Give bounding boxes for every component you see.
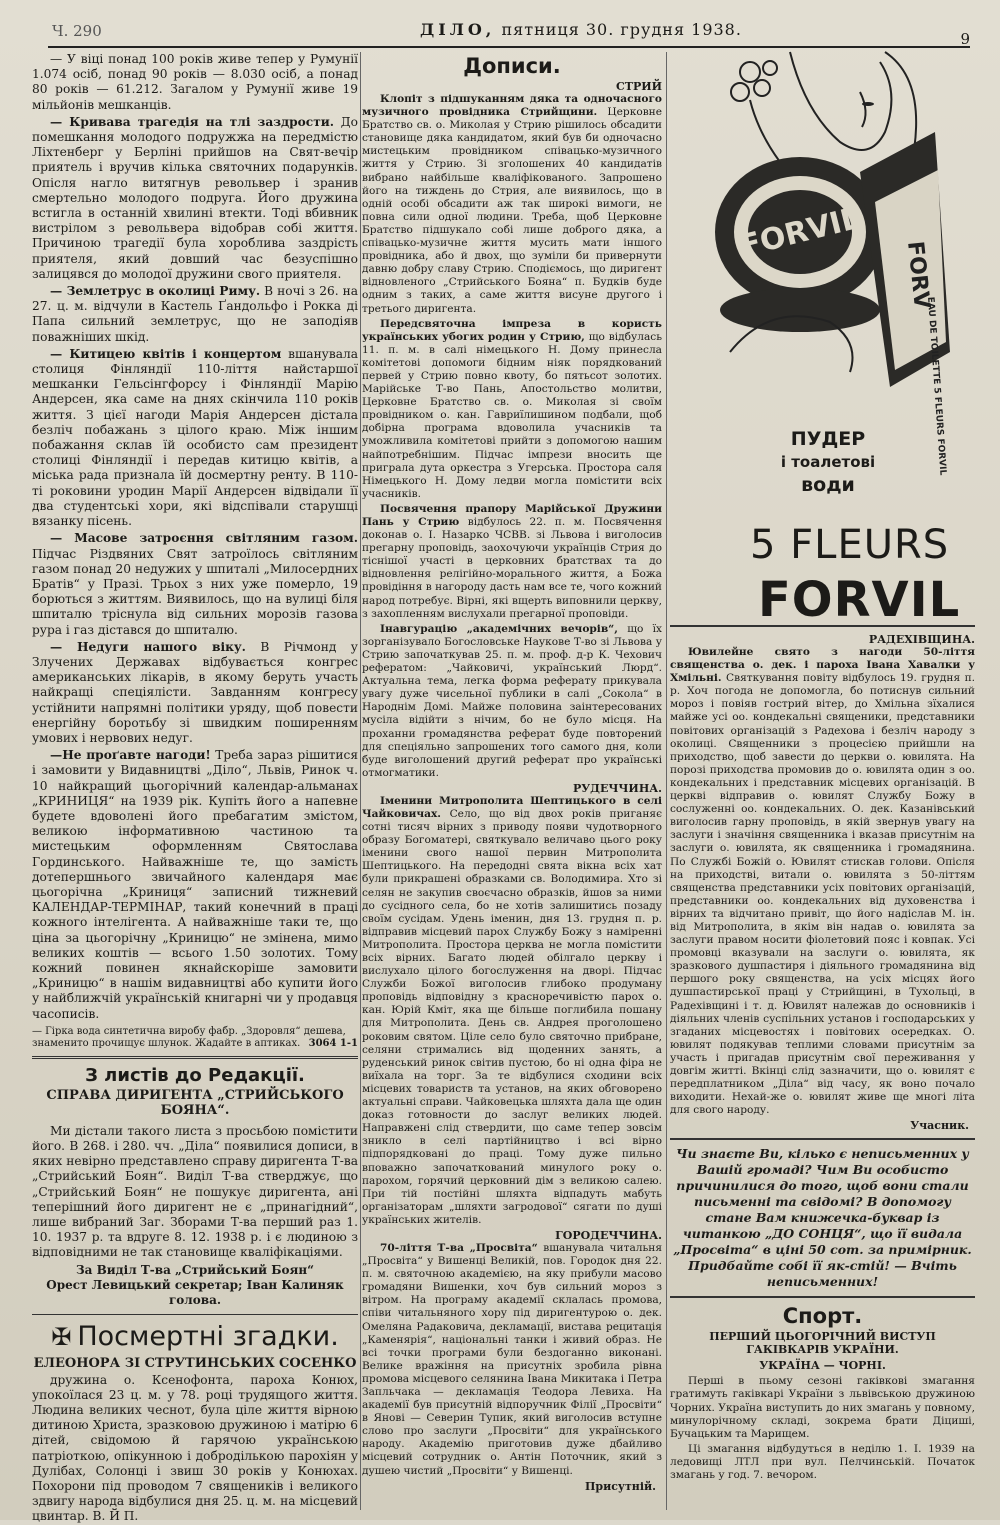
- column-divider: [360, 52, 361, 1510]
- sport-subheadline: УКРАЇНА — ЧОРНІ.: [759, 1359, 886, 1373]
- news-item: — Китицею квітів і концертом вшанувала столиця Фінляндії 110-ліття найстаршої мешканки Гельсінгфорсу і Фінляндії Марію Андерсен, яка саме на днях скінчила 110 років життя. З цієї нагоди Марія Андерсен дістала безліч побажань з цілого краю. Між іншим побажання склав їй особисто сам президент столиці Фінляндії і передав китицю квітів, а міська рада признала їй досмертну ренту. В 110-ті роковини уродин Марії Андерсен відвідали її два студентські хори, які відспівали старушці вязанку пісень.: [32, 346, 358, 529]
- place-heading: РАДЕХІВЩИНА.: [868, 633, 975, 646]
- news-item: — У віці понад 100 років живе тепер у Румунії 1.074 осіб, понад 90 років — 8.030 осіб, а понад 80 років — 61.212. Загалом у Румунії живе 19 мільйонів мешканців.: [32, 52, 358, 112]
- literacy-campaign: Чи знаєте Ви, кілько є неписьменних у Вашій громаді? Чим Ви особисто причинилися до того, щоб вони стали письменні та свідомі? В допомогу стане Вам книжечка-буквар із читанкою „ДО СОНЦЯ“, що її видала „Просвіта“ в ціні 50 сот. за примірник. Придбайте собі її як-стій! — Вчіть неписьменних!: [673, 1146, 972, 1290]
- classified-ad: [32, 1026, 358, 1050]
- column-left: [32, 52, 359, 1524]
- issue-number: Ч. 290: [52, 22, 102, 40]
- issue-date: пятниця 30. грудня 1938.: [501, 20, 742, 39]
- ad-line-1: ПУДЕР: [790, 428, 866, 450]
- dopysy-title: Дописи.: [463, 54, 561, 78]
- letters-text: Ми дістали такого листа з просьбою помістити його. В 268. і 280. чч. „Діла“ появилися дописи, в яких невірно представлено справу диригента Т-ва „Стрийський Боян“. Виділ Т-ва стверджує, що „Стрийський Боян“ не пошукує диригента, ані теперішний його диригент не є „принагідний“, лише вибраний Заг. Зборами Т-ва перший раз 1. 10. 1937 р. та вдруге 8. 12. 1938 р. і є людиною з відповідними не так становище кваліфікаціями.: [32, 1123, 358, 1260]
- obituary-name: ЕЛЕОНОРА ЗІ СТРУТИНСЬКИХ СОСЕНКО: [33, 1355, 357, 1371]
- classified-ad-text: — Гірка вода синтетична виробу фабр. „Здоровля“ дешева, знаменито прочищує шлунок. Жадайте в аптиках.: [32, 1025, 346, 1049]
- place-heading: ГОРОДЕЧЧИНА.: [555, 1228, 662, 1242]
- report-signature: Учасник.: [910, 1119, 969, 1133]
- letters-signature-org: За Виділ Т-ва „Стрийський Боян“: [75, 1262, 315, 1277]
- ad-bottle-label: EAU DE TOILETTE 5 FLEURS FORVIL: [925, 296, 948, 476]
- obituaries-title: ✠ Посмертні згадки.: [51, 1320, 339, 1352]
- letters-title: З листів до Редакції.: [85, 1064, 305, 1086]
- section-rule: [32, 1056, 358, 1059]
- news-item: — Землетрус в околиці Риму. В ночі з 26. на 27. ц. м. відчули в Кастель Ґандольфо і Рокка ді Папа сильний землетрус, що не заподіяв поважніших шкід.: [32, 284, 358, 344]
- letters-signature-names: Орест Левицький секретар; Іван Калиняк голова.: [46, 1277, 344, 1307]
- paper-name: ДІЛО,: [420, 20, 496, 39]
- report-item: Клопіт з підшуканням дяка та одночасного музичного провідника Стрийщини. Церковне Братство св. о. Миколая у Стрию рішилось обсадити становище дяка кандидатом, який був би одночасно мистецьким провідником співацько-музичного життя у Стрию. Зі зголошених 40 кандидатів вибрано найбільше кваліфікованого. Запрошено його на тиждень до Стрия, але виявилось, що в одній особі обсадити аж так широкі вимоги, не повна сили одної людини. Треба, щоб Церковне Братство підшукало собі лише доброго дяка, а співацько-музичне життя мусить мати іншого провідника, або й двох, що зуміли би привернути давню добру славу Стрию. Сподіємось, що диригент відновленого „Стрийського Бояна“ п. Будків буде одним з таких, а саме життя висуне другого і третього диригента.: [362, 93, 662, 315]
- place-heading: СТРИЙ: [616, 80, 662, 93]
- ad-product-lines: [768, 428, 888, 497]
- sport-title: Спорт.: [782, 1304, 863, 1329]
- classified-ad-code: 3064 1-1: [308, 1037, 358, 1049]
- news-item-kryntsia-ad: —Не проґавте нагоди! Треба зараз рішитися і замовити у Видавництві „Діло“, Львів, Ринок ч. 10 найкращий цьогорічний календар-альманах „КРИНИЦЯ“ на 1939 рік. Купіть його а напевне будете вдоволені його пребагатим змістом, великою інформативною частиною та мистецьким оформленням Святослава Гординського. Найважніше те, що замість дотепершнього звичайного календаря має цьогорічна „Криниця“ записний тижневий КАЛЕНДАР-ТЕРМІНАР, такий конечний в праці кожного інтелігента. А найважніше таки те, що ціна за цьогорічну „Криницю“ не змінена, мимо великих коштів — всього 1.50 золотих. Тому кожний повинен якнайскоріше замовити „Криницю“ в нашім видавництві або купити його у найближчій українській книгарні чи у продавця часописів.: [32, 748, 359, 1021]
- obituary-text: дружина о. Ксенофонта, пароха Конюх, упокоїлася 23 ц. м. у 78. році трудящого життя. Людина великих чеснот, була ціле життя вірною дитиною Христа, зразковою дружиною і матірю 6 дітей, свідомою й гарячою українською патріоткою, опікунною і добродількою парохіян у Дулібах, Солонці і звиш 30 років у Конюхах. Похорони під проводом 7 священиків і великого здвигу народа відбулися дня 25. ц. м. на місцевий цвинтар. В. Й П.: [32, 1372, 358, 1524]
- section-rule: [670, 1296, 975, 1298]
- place-heading: РУДЕЧЧИНА.: [572, 781, 662, 795]
- ad-product-name: 5 FLEURS: [750, 522, 950, 568]
- page-header: [40, 0, 970, 48]
- header-rule: [48, 46, 970, 48]
- sport-text: Перші в пьому сезоні гаківкові змагання гратимуть гаківкарі України з львівською дружиною Чорних. Україна виступить до них змагань у повному, минулорічному складі, зокрема брати Діциші, Бучацьким та Марищем.: [670, 1375, 975, 1440]
- report-item: Інавгурацію „академічних вечорів“, що їх зорганізувало Богословське Наукове Т-во зі Львова у Стрию започаткував 25. п. м. проф. д-р К. Чехович рефератом: „Чайковичі, український Люрд“. Актуальна тема, легка форма реферату прикувала увагу дуже чисельної публики в салі „Сокола“ в Народнім Домі. Майже половина заінтересованих мусіла відійти з нічим, бо не було місця. На проханни громадянства реферат буде повторений для спеціяльно запрошених того самого дня, коли буде виголошений другий реферат про українські отмогматики.: [362, 622, 663, 779]
- ad-maker-name: FORVIL: [758, 572, 961, 628]
- cross-icon: ✠: [51, 1322, 72, 1351]
- news-item: — Кривава трагедія на тлі заздрости. До помешкання молодого подружжа на передмістю Ліхтенберг у Берліні прийшов на Свят-вечір приятель і вручив кілька святочних подарунків. Опісля нагло витягнув револьвер і зранив смертельно молодого подруга. Його дружина встигла в останній хвилині втекти. Тоді вбивник вистрілом з револьвера відобрав собі життя. Причиною трагедії була хороблива заздрість приятеля, який довший час безуспішно залицявся до молодої дружини свого приятеля.: [32, 114, 358, 281]
- forvil-advertisement: [670, 52, 975, 628]
- letters-subtitle: СПРАВА ДИРИГЕНТА „СТРИЙСЬКОГО БОЯНА“.: [46, 1087, 344, 1118]
- ad-line-2: і тоалетові: [780, 453, 876, 471]
- report-item: Ювилейне свято з нагоди 50-ліття священства о. дек. і пароха Івана Хавалки у Хмільні. Святкування повіту відбулось 19. грудня п. р. Хоч погода не допомогла, бо потиснув сильний мороз і повіяв гострий вітер, до Хмільна зїхалися майже усі оо. кондекальні священики, представники повітових організацій з Радехова і безліч народу з околиці. Священники з процесією прийшли на приходство, щоб завести до церкви о. ювилята. На порозі приходства промовив до о. ювилята один з оо. кондекальних і представник місцевих організацій. В церкві відправив о. ювилят Службу Божу в сослуженні оо. кондекальних. О. дек. Казанівський виголосив гарну проповідь, в якій звернув увагу на заслуги і значіння священника і вказав присутнім на заслуги о. ювилята, як священника і громадянина. По Службі Божій о. Ювилят стискав голови. Опісля на приходстві, витали о. ювилята з 50-літтям священства представники усіх повітових організацій, представники оо. кондекальних від духовенства і вірних та відчитано привіт, що його надіслав М. ін. від Митрополита, в якім він надав о. ювилята за заслуги правом носити фіолетовий пояс і ковпак. Усі промовці вказували на заслуги о. ювилята, як зразкового душпастиря і діяльного громадянина від першого року священства, на усіх місцях його душпастирської праці у Стрийщині, в Тухольці, в Радехівщині і т. д. Ювилят належав до основників і діяльних членів суспільних установ і господарських у згаданих місцевостях і повітових осередках. О. ювилят подякував теплими словами присутнім за участь і пригадав присутнім свої переживання у довгім житті. Вкінці слід зазначити, що о. ювилят є передплатником „Діла“ від часу, як воно почало виходити. Нехай-же о. ювилят живе ще многі літа для свого народу.: [670, 646, 975, 1117]
- column-middle: [362, 52, 662, 1512]
- report-item: Передсвяточна імпреза в користь українських убогих родин у Стрию, що відбулась 11. п. м. в салі німецького Н. Дому принесла комітетові допомоги бідним ніяк порядкований первей у Стрию повно квоту, бо пятьсот золотих. Марійське Т-во Пань, Апостольство молитви, Церковне Братство св. о. Миколая зі своїм провідником о. кан. Гавриїлишином подбали, щоб добірна програма вдоволила учасників та уможливила комітетові прийти з допомогою нашим найпотребнішим. Підчас імпрези вносить ще приграла дута оркестра з Угерська. Простора саля Німецького Н. Дому ледви могла помістити всіх учасників.: [362, 317, 662, 500]
- ad-bottle-brand: FORV: [902, 240, 934, 310]
- section-rule: [32, 1314, 358, 1315]
- report-item: 70-ліття Т-ва „Просвіта“ вшанувала читальня „Просвіта“ у Вишенці Великій, пов. Городок дня 22. п. м. святочною академією, на яку прибули масово громадяни Вишенки, хоч був сильний мороз з вітром. На програму академії склалась промова, співи читальняного хору під диригентурою о. дек. Омеляна Радаковича, декламації, вистава рецитація „Каменярія“, національні танки і живий образ. Не всі точки програми були бездоганно виконані. Велике вражіння на присутніх зробила рівна промова місцевого селянина Івана Микитака і Петра Запльчака — декламація Теодора Левиха. На академії був присутній відпоручник Філії „Просвіти“ в Янові — Северин Тупик, який виголосив вступне слово про заслуги „Просвіти“ для українського народу. Академію приготовив дуже дбайливо місцевий сотрудник о. Антін Поточник, який з душею чистий „Просвіти“ у Вишенці.: [362, 1241, 662, 1477]
- sport-text: Ці змагання відбудуться в неділю 1. І. 1939 на ледовищі ЛТЛ при вул. Пелчинській. Початок змагань у год. 7. вечором.: [670, 1442, 975, 1482]
- report-item: Іменини Митрополита Шептицького в селі Чайковичах. Село, що від двох років приганяє сотні тисяч вірних з приводу появи чудотворного образу Богоматері, святкувало величаво цього року іменини свого нашої первин Митрополита Шептицького. На передодні свята вікна всіх хат були прикрашені образками св. Володимира. Хто зі селян не закупив своєчасно образків, йшов за ними до сусідного села, бо не хотів залишитись позаду своїм сусідам. Удень іменин, дня 13. грудня п. р. відправив місцевий парох Службу Божу з наміренні Митрополита. Простора церква не могла помістити всіх вірних. Багато людей обілгало церкву і вислухало цілого богослуження на дворі. Підчас Служби Божої виголосив глибоко продуману проповідь відповідну з красноречивістю парох о. кан. Юрій Кміт, яка ще більше поглибила пошану для Митрополита. День св. Андрея проголошено роковим святом. Ціле село було святочно прибране, селяни стримались від щоденних занять, а руденський ринок світив пустою, бо ні одна фіра не виїхала на торг. За те відбулися сходини всіх місцевих товариств та установ, на яких обговорено актуальні справи. Чайковецька шляхта дала ще один доказ готовности до заслуг великих людей. Направжені слід ствердити, що саме тепер зовсім зникло в селі партійництво і всі вірно підпорядковані до праці. Тому дуже пильно вповажно започаткований минулого року о. парохом, горячий церковний дім з великою салею. При тій постійні шляхта відпадуть мабуть організаторам „шляхти загродової“ сягати по душі українських жителів.: [362, 794, 662, 1226]
- ad-line-3: води: [801, 474, 855, 496]
- sport-headline: ПЕРШИЙ ЦЬОГОРІЧНИЙ ВИСТУП ГАКІВКАРІВ УКРАЇНИ.: [709, 1330, 936, 1357]
- masthead-line: [420, 20, 742, 39]
- page-number: 9: [960, 30, 970, 48]
- column-right: [670, 52, 975, 1512]
- column-divider: [666, 52, 667, 1510]
- report-signature: Присутній.: [584, 1479, 656, 1493]
- section-rule: [670, 1138, 975, 1140]
- ad-box-brand: FORVIL: [736, 200, 864, 265]
- news-item: — Недуги нашого віку. В Річмонд у Злучених Державах відбувається конгрес американських лікарів, в якому беруть участь найкращі спеціялісти. Завданням конгресу устійнити напрямні політики уряду, щоб повести енергійну боротьбу зі швидким поширенням умових і нервових недуг.: [32, 639, 358, 745]
- report-item: Посвячення прапору Марійської Дружини Пань у Стрию відбулось 22. п. м. Посвячення доконав о. І. Назарко ЧСВВ. зі Львова і виголосив прегарну проповідь, заохочуючи українців Стрия до тіснішої участі в церковних братствах та до відновлення релігійно-морального життя, а Божа провідіння в нагороду дасть нам все те, чого кожний народ потребує. Вірні, які вщерть виповнили церкву, з захопленням вислухали прегарної проповіди.: [362, 502, 663, 620]
- news-item: — Масове затроєння світляним газом. Підчас Різдвяних Свят затроїлось світляним газом понад 20 недужих у шпиталі „Милосердних Братів“ у Празі. Трьох з них уже померло, 19 борються з життям. Виявилось, що на вулиці біля шпиталю тріснула від сильних морозів газова рура і газ дістався до шпиталю.: [32, 531, 358, 637]
